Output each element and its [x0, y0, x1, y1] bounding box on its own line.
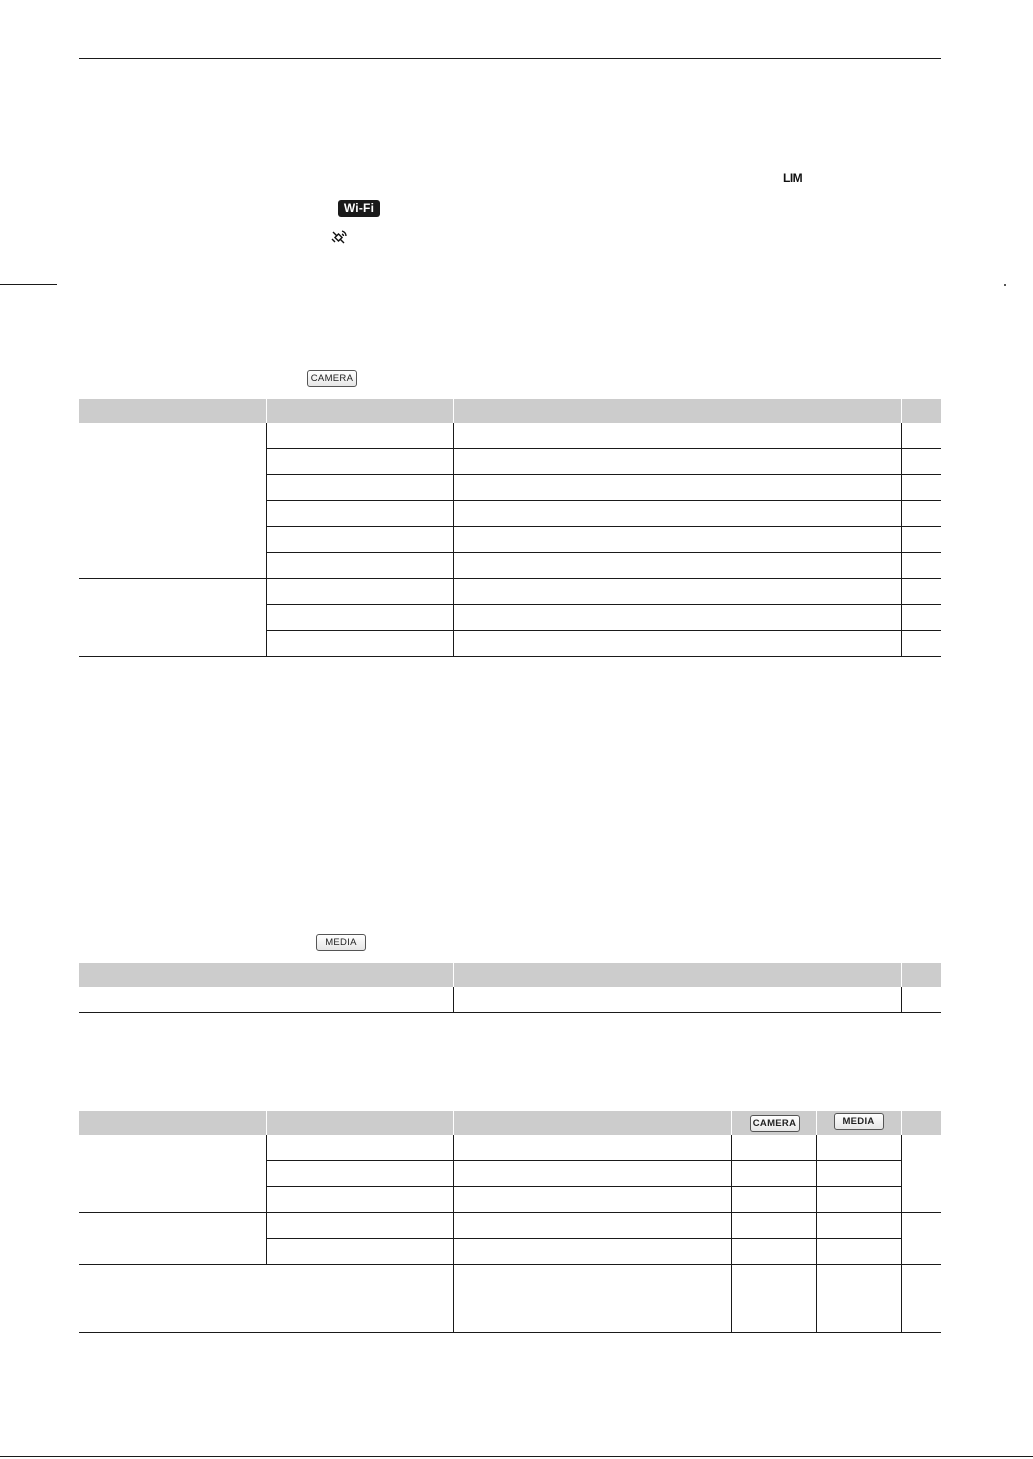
table-cell	[453, 631, 901, 657]
table-cell	[266, 475, 453, 501]
table-cell	[266, 1187, 453, 1213]
header-cell	[901, 963, 941, 987]
table-header-row	[79, 963, 941, 987]
wifi-icon: Wi-Fi	[338, 200, 380, 217]
table-cell	[79, 1265, 453, 1333]
table-cell	[266, 1239, 453, 1265]
table-cell	[266, 423, 453, 449]
group-cell	[79, 1135, 266, 1213]
table-cell	[266, 1135, 453, 1161]
table-cell	[901, 1213, 941, 1265]
table-cell	[731, 1239, 816, 1265]
header-cell	[453, 399, 901, 423]
lim-icon: LIM	[783, 171, 803, 185]
header-cell	[79, 1111, 266, 1135]
header-cell	[266, 1111, 453, 1135]
footer-rule	[0, 1456, 1033, 1457]
group-cell	[79, 423, 266, 579]
table-cell	[453, 579, 901, 605]
table-cell	[901, 475, 941, 501]
header-cell	[79, 963, 453, 987]
header-cell	[901, 399, 941, 423]
table-cell	[901, 527, 941, 553]
table-cell	[79, 987, 453, 1013]
table-cell	[816, 1265, 901, 1333]
table-cell	[901, 449, 941, 475]
table-header-row	[79, 1111, 941, 1135]
table-row	[79, 1265, 941, 1333]
table-cell	[816, 1187, 901, 1213]
table-cell	[901, 631, 941, 657]
table-cell	[901, 1135, 941, 1213]
margin-tab-mark	[0, 284, 57, 285]
table-cell	[901, 423, 941, 449]
table-cell	[453, 553, 901, 579]
header-cell	[453, 963, 901, 987]
table-cell	[901, 987, 941, 1013]
media-mode-badge: MEDIA	[316, 934, 366, 951]
header-rule	[79, 58, 941, 59]
table-row	[79, 1213, 941, 1239]
table-cell	[266, 631, 453, 657]
header-cell-camera	[731, 1111, 816, 1135]
table-cell	[453, 1265, 731, 1333]
table-cell	[816, 1213, 901, 1239]
table-cell	[731, 1265, 816, 1333]
table-cell	[266, 1213, 453, 1239]
table-cell	[453, 527, 901, 553]
camera-mode-badge: CAMERA	[750, 1115, 800, 1132]
table-row	[79, 1135, 941, 1161]
table-cell	[731, 1213, 816, 1239]
table-row	[79, 423, 941, 449]
table-cell	[453, 1135, 731, 1161]
table-cell	[453, 1161, 731, 1187]
table-cell	[266, 501, 453, 527]
table-cell	[266, 1161, 453, 1187]
table-cell	[901, 579, 941, 605]
header-cell	[79, 399, 266, 423]
header-cell-media	[816, 1111, 901, 1135]
table-row	[79, 987, 941, 1013]
menu-table-camera	[79, 399, 941, 657]
table-cell	[901, 605, 941, 631]
table-cell	[453, 1213, 731, 1239]
table-cell	[453, 423, 901, 449]
header-cell	[453, 1111, 731, 1135]
table-cell	[816, 1161, 901, 1187]
table-cell	[453, 501, 901, 527]
table-cell	[453, 605, 901, 631]
table-cell	[453, 1239, 731, 1265]
group-cell	[79, 579, 266, 657]
table-cell	[731, 1161, 816, 1187]
table-cell	[266, 605, 453, 631]
table-cell	[453, 475, 901, 501]
table-cell	[266, 553, 453, 579]
table-cell	[453, 1187, 731, 1213]
group-cell	[79, 1213, 266, 1265]
header-cell	[266, 399, 453, 423]
table-cell	[453, 987, 901, 1013]
table-cell	[816, 1239, 901, 1265]
media-mode-badge: MEDIA	[834, 1113, 884, 1130]
table-cell	[901, 553, 941, 579]
header-cell	[901, 1111, 941, 1135]
table-cell	[453, 449, 901, 475]
margin-dot	[1004, 284, 1006, 286]
table-row	[79, 579, 941, 605]
table-cell	[901, 1265, 941, 1333]
table-header-row	[79, 399, 941, 423]
table-cell	[266, 579, 453, 605]
table-cell	[731, 1135, 816, 1161]
table-cell	[266, 449, 453, 475]
menu-table-both-modes	[79, 1111, 941, 1333]
table-cell	[731, 1187, 816, 1213]
gps-satellite-icon	[330, 229, 348, 247]
camera-mode-badge: CAMERA	[307, 370, 357, 387]
menu-table-media	[79, 963, 941, 1013]
table-cell	[901, 501, 941, 527]
table-cell	[266, 527, 453, 553]
table-cell	[816, 1135, 901, 1161]
